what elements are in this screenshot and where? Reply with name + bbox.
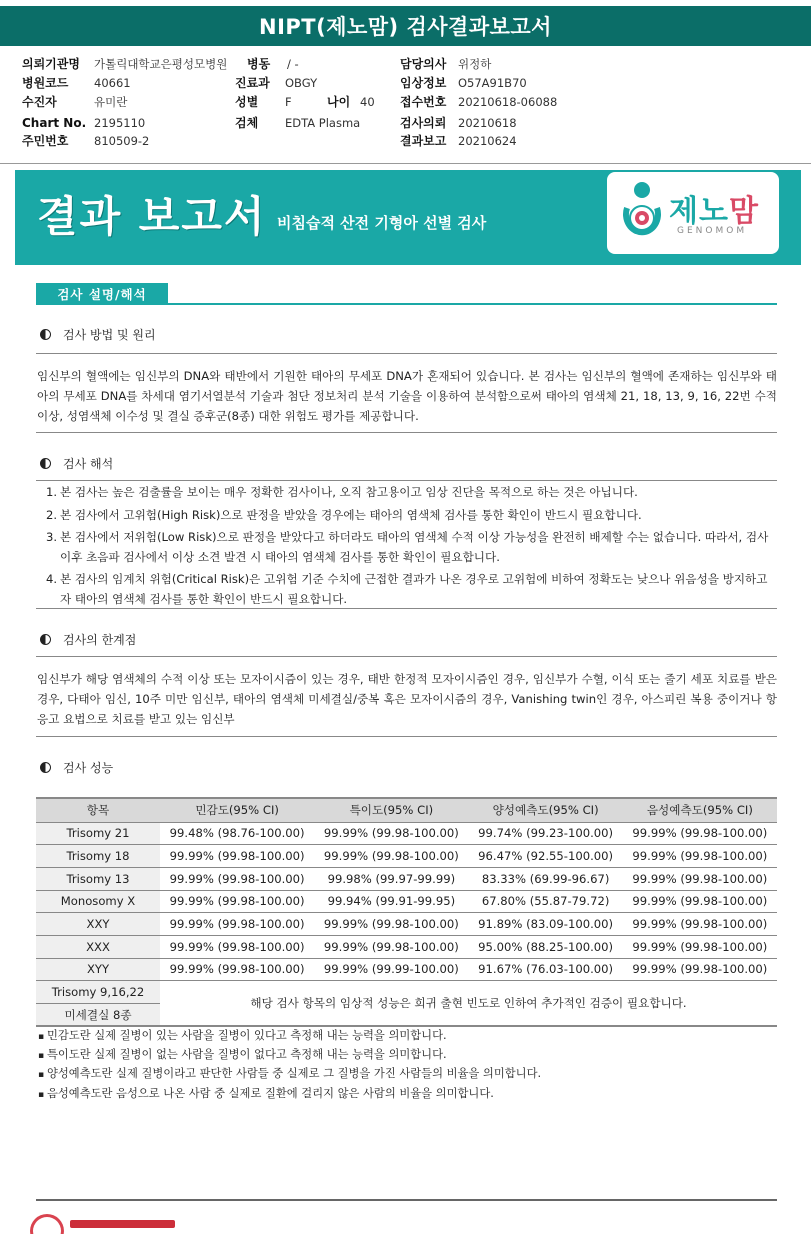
- report-banner: [15, 170, 801, 265]
- table-cell: 99.99% (99.98-100.00): [623, 867, 777, 890]
- interpretation-heading: [40, 455, 113, 472]
- info-value: 위정하: [458, 57, 492, 71]
- info-row: [22, 55, 802, 73]
- table-cell: 99.99% (99.98-100.00): [623, 890, 777, 913]
- logo-text-accent: 맘: [728, 194, 759, 229]
- divider: [36, 432, 777, 433]
- table-cell: 95.00% (88.25-100.00): [469, 935, 623, 958]
- table-cell: 99.99% (99.98-100.00): [623, 958, 777, 981]
- footer-divider: [36, 1199, 777, 1201]
- info-label: 병동: [247, 57, 271, 71]
- table-cell: 99.48% (98.76-100.00): [160, 822, 314, 845]
- table-header-cell: 특이도(95% CI): [314, 798, 468, 822]
- interpretation-list: [37, 483, 777, 612]
- table-row: [36, 935, 777, 958]
- table-note-cell: 해당 검사 항목의 임상적 성능은 희귀 출현 빈도로 인하여 추가적인 검증이 필요합니다.: [160, 981, 777, 1026]
- half-circle-icon: [40, 634, 51, 645]
- table-cell: XYY: [36, 958, 160, 981]
- patient-info: [22, 55, 802, 153]
- table-cell: 99.99% (99.98-100.00): [314, 935, 468, 958]
- info-value: 20210624: [458, 134, 517, 148]
- table-cell: Trisomy 18: [36, 845, 160, 868]
- info-label: 검사의뢰: [400, 116, 447, 130]
- table-row: [36, 867, 777, 890]
- info-value: 40661: [94, 76, 131, 90]
- table-cell: 99.94% (99.91-99.95): [314, 890, 468, 913]
- table-cell: 99.99% (99.98-100.00): [623, 822, 777, 845]
- info-label: 진료과: [235, 76, 270, 90]
- genomom-logo-icon: [617, 178, 667, 248]
- table-cell: XXY: [36, 913, 160, 936]
- list-item: 2. 본 검사에서 고위험(High Risk)으로 판정을 받았을 경우에는 태아의 염색체 검사를 통한 확인이 반드시 필요합니다.: [46, 507, 642, 522]
- divider: [36, 480, 777, 481]
- limitations-heading-text: 검사의 한계점: [63, 633, 137, 647]
- list-item: 1. 본 검사는 높은 검출률을 보이는 매우 정확한 검사이나, 오직 참고용이고 임상 진단을 목적으로 하는 것은 아닙니다.: [46, 485, 638, 499]
- info-label: 수진자: [22, 95, 57, 109]
- performance-table: [36, 797, 777, 1027]
- table-cell: 96.47% (92.55-100.00): [469, 845, 623, 868]
- logo-wordmark: [669, 186, 759, 230]
- genomom-logo: [607, 172, 779, 254]
- table-row: [36, 913, 777, 936]
- table-header-cell: 항목: [36, 798, 160, 822]
- table-cell: XXX: [36, 935, 160, 958]
- info-label: 성별: [235, 95, 259, 109]
- table-cell: 99.99% (99.98-100.00): [314, 913, 468, 936]
- info-value: 810509-2: [94, 134, 150, 148]
- table-cell: 99.99% (99.99-100.00): [314, 958, 468, 981]
- table-cell: 91.67% (76.03-100.00): [469, 958, 623, 981]
- info-value: O57A91B70: [458, 76, 527, 90]
- table-cell: 99.99% (99.98-100.00): [160, 890, 314, 913]
- method-text: 임신부의 혈액에는 임신부의 DNA와 태반에서 기원한 태아의 무세포 DNA가 혼재되어 있습니다. 본 검사는 임신부의 혈액에 존재하는 임신부와 태아의 무세포 DNA를 차세대 염기서열분석 기술과 첨단 정보처리 분석 기술을 이용하여 분석함으로써 태아의 염색체 21, 18, 13, 9, 16, 22번 수적 이상, 성염색체 이수성 및 결실 증후군(8종) 대한 위험도 평가를 제공합니다.: [37, 369, 777, 423]
- info-value: OBGY: [285, 76, 318, 90]
- table-cell: 99.99% (99.98-100.00): [160, 935, 314, 958]
- list-item: ▪ 특이도란 실제 질병이 없는 사람을 질병이 없다고 측정해 내는 능력을 의미합니다.: [38, 1046, 778, 1065]
- info-value: / -: [287, 57, 299, 71]
- list-item: 3. 본 검사에서 저위험(Low Risk)으로 판정을 받았다고 하더라도 태아의 염색체 수적 이상 가능성을 완전히 배제할 수는 없습니다. 따라서, 검사 이후 초음파 검사에서 이상 소견 발견 시 태아의 염색체 검사를 통한 확인이 필요합니다.: [46, 530, 769, 564]
- table-row: [36, 890, 777, 913]
- divider: [36, 353, 777, 354]
- info-label: 검체: [235, 116, 259, 130]
- table-cell: Trisomy 21: [36, 822, 160, 845]
- table-cell: 91.89% (83.09-100.00): [469, 913, 623, 936]
- table-row: [36, 958, 777, 981]
- limitations-text: 임신부가 해당 염색체의 수적 이상 또는 모자이시즘이 있는 경우, 태반 한정적 모자이시즘인 경우, 임신부가 수혈, 이식 또는 줄기 세포 치료를 받은 경우, 다태아 임신, 10주 미만 임신부, 태아의 염색체 미세결실/중복 혹은 모자이시즘의 경우, Vanishing twin인 경우, 아스피린 복용 중이거나 항 응고 요법으로 치료를 받고 있는 임신부: [37, 672, 777, 726]
- table-row: [36, 822, 777, 845]
- table-cell: 99.74% (99.23-100.00): [469, 822, 623, 845]
- list-item: 4. 본 검사의 임계치 위험(Critical Risk)은 고위험 기준 수치에 근접한 결과가 나온 경우로 고위험에 비하여 정확도는 낮으나 위음성을 방지하고자 태아의 염색체 검사를 통한 확인이 반드시 필요합니다.: [46, 572, 768, 606]
- interpretation-heading-text: 검사 해석: [63, 457, 114, 471]
- table-header-cell: 민감도(95% CI): [160, 798, 314, 822]
- table-header-cell: 음성예측도(95% CI): [623, 798, 777, 822]
- table-row: [36, 981, 777, 1004]
- table-cell: 67.80% (55.87-79.72): [469, 890, 623, 913]
- table-header-row: [36, 798, 777, 822]
- interpretation-item-text: 본 검사의 임계치 위험(Critical Risk)은 고위험 기준 수치에 근접한 결과가 나온 경우로 고위험에 비하여 정확도는 낮으나 위음성을 방지하고자 태아의 염색체 검사를 통한 확인이 반드시 필요합니다.: [60, 572, 768, 606]
- table-cell: 99.99% (99.98-100.00): [160, 958, 314, 981]
- info-row: [22, 114, 802, 132]
- report-title: NIPT(제노맘) 검사결과보고서: [259, 15, 552, 39]
- table-cell: 99.99% (99.98-100.00): [160, 845, 314, 868]
- half-circle-icon: [40, 458, 51, 469]
- definition-list: [38, 1027, 778, 1104]
- table-cell: 99.98% (99.97-99.99): [314, 867, 468, 890]
- divider: [36, 656, 777, 657]
- performance-heading: [40, 759, 113, 776]
- info-value: F: [285, 95, 292, 109]
- table-cell: Trisomy 13: [36, 867, 160, 890]
- table-cell: 99.99% (99.98-100.00): [623, 845, 777, 868]
- list-item: ▪ 양성예측도란 실제 질병이라고 판단한 사람들 중 실제로 그 질병을 가진 사람들의 비율을 의미합니다.: [38, 1065, 778, 1084]
- section-rule: [36, 303, 777, 305]
- half-circle-icon: [40, 329, 51, 340]
- info-value: 20210618: [458, 116, 517, 130]
- method-heading-text: 검사 방법 및 원리: [63, 328, 156, 342]
- table-cell: 99.99% (99.98-100.00): [160, 867, 314, 890]
- info-label: 결과보고: [400, 134, 447, 148]
- info-label: 나이: [327, 95, 351, 109]
- table-cell: 미세결실 8종: [36, 1004, 160, 1027]
- footer-logo-bar: [70, 1220, 175, 1228]
- info-label: 의뢰기관명: [22, 57, 80, 71]
- info-value: 20210618-06088: [458, 95, 558, 109]
- info-value: 가톨릭대학교은평성모병원: [94, 57, 228, 71]
- table-cell: 99.99% (99.98-100.00): [623, 913, 777, 936]
- list-item: ▪ 민감도란 실제 질병이 있는 사람을 질병이 있다고 측정해 내는 능력을 의미합니다.: [38, 1027, 778, 1046]
- section-title: 검사 설명/해석: [36, 283, 168, 304]
- info-label: 임상정보: [400, 76, 447, 90]
- info-row: [22, 132, 802, 150]
- interpretation-item-text: 본 검사에서 고위험(High Risk)으로 판정을 받았을 경우에는 태아의 염색체 검사를 통한 확인이 반드시 필요합니다.: [60, 507, 642, 522]
- divider: [36, 736, 777, 737]
- banner-subtitle: 비침습적 산전 기형아 선별 검사: [277, 214, 487, 232]
- info-row: [22, 93, 802, 111]
- half-circle-icon: [40, 762, 51, 773]
- interpretation-item-text: 본 검사에서 저위험(Low Risk)으로 판정을 받았다고 하더라도 태아의 염색체 수적 이상 가능성을 완전히 배제할 수는 없습니다. 따라서, 검사 이후 초음파 검사에서 이상 소견 발견 시 태아의 염색체 검사를 통한 확인이 필요합니다.: [60, 530, 769, 564]
- logo-subtext: GENOMOM: [677, 226, 748, 236]
- info-label: 접수번호: [400, 95, 447, 109]
- table-cell: 99.99% (99.98-100.00): [314, 822, 468, 845]
- info-row: [22, 74, 802, 92]
- info-value: 40: [360, 95, 375, 109]
- info-value: 유미란: [94, 95, 128, 109]
- info-divider: [0, 163, 811, 164]
- info-value: EDTA Plasma: [285, 116, 361, 130]
- limitations-heading: [40, 631, 136, 648]
- info-label: 주민번호: [22, 134, 69, 148]
- table-cell: Trisomy 9,16,22: [36, 981, 160, 1004]
- banner-title: 결과 보고서: [37, 192, 267, 241]
- list-item: ▪ 음성예측도란 음성으로 나온 사람 중 실제로 질환에 걸리지 않은 사람의 비율을 의미합니다.: [38, 1085, 778, 1104]
- info-label: 담당의사: [400, 57, 447, 71]
- info-value: 2195110: [94, 116, 146, 130]
- footer-logo-icon: [30, 1214, 64, 1234]
- table-cell: 99.99% (99.98-100.00): [160, 913, 314, 936]
- performance-heading-text: 검사 성능: [63, 761, 114, 775]
- table-cell: 99.99% (99.98-100.00): [623, 935, 777, 958]
- method-heading: [40, 326, 156, 343]
- table-row: [36, 845, 777, 868]
- info-label: Chart No.: [22, 116, 87, 130]
- table-header-cell: 양성예측도(95% CI): [469, 798, 623, 822]
- interpretation-item-text: 본 검사는 높은 검출률을 보이는 매우 정확한 검사이나, 오직 참고용이고 임상 진단을 목적으로 하는 것은 아닙니다.: [60, 485, 638, 499]
- info-label: 병원코드: [22, 76, 69, 90]
- table-cell: Monosomy X: [36, 890, 160, 913]
- table-cell: 99.99% (99.98-100.00): [314, 845, 468, 868]
- report-title-bar: [0, 6, 811, 46]
- table-cell: 83.33% (69.99-96.67): [469, 867, 623, 890]
- divider: [36, 608, 777, 609]
- logo-text-main: 제노: [669, 194, 729, 229]
